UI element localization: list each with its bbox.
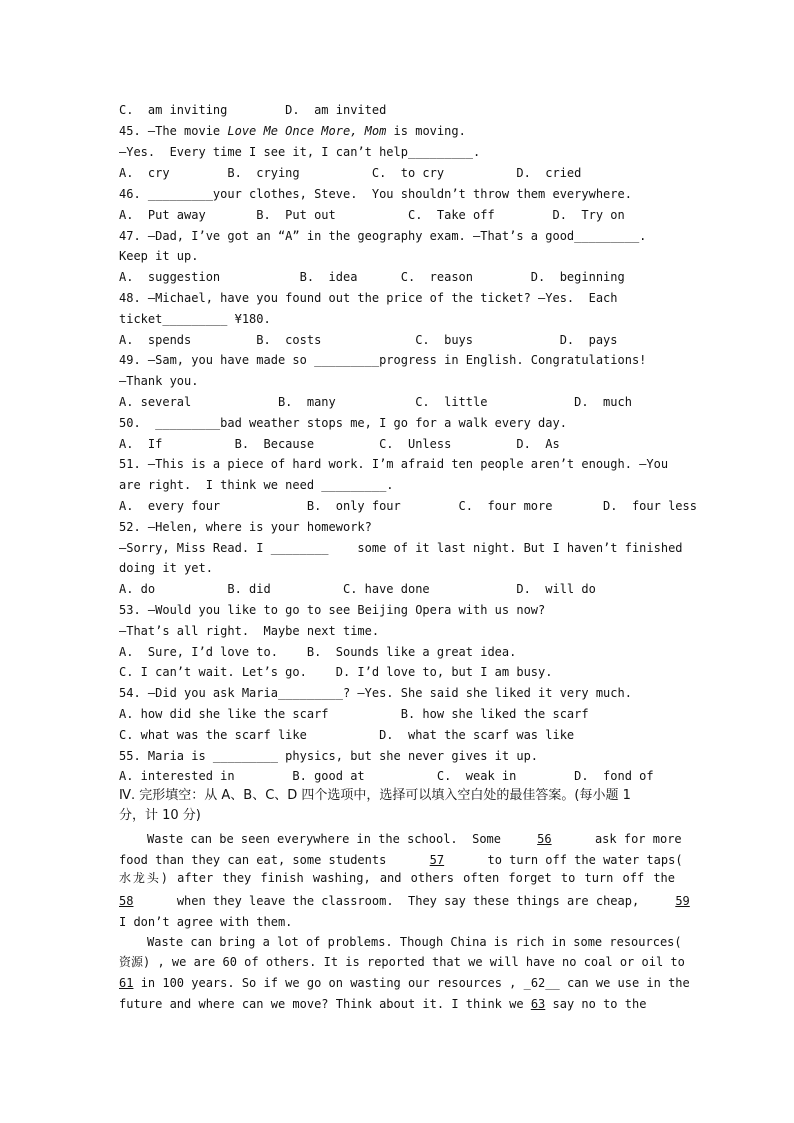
option-line: C. I can’t wait. Let’s go. D. I’d love to, but I am busy. (119, 665, 553, 679)
question-47: 47. —Dad, I’ve got an “A” in the geography exam. —That’s a good_________. (119, 229, 647, 243)
question-50: 50. _________bad weather stops me, I go for a walk every day. (119, 416, 567, 430)
question-54: 54. —Did you ask Maria_________? —Yes. She said she liked it very much. (119, 686, 632, 700)
option-line: A. interested in B. good at C. weak in D. fond of (119, 769, 654, 783)
passage-text: in 100 years. So if we go on wasting our resources , _62__ can we use in the (140, 976, 690, 990)
passage-text: to turn off the water taps( (487, 853, 683, 867)
option-line: A. do B. did C. have done D. will do (119, 582, 596, 596)
section-heading-cont: 分，计 10 分) (119, 808, 201, 823)
passage-text: ask for more (594, 832, 682, 846)
option-line: A. several B. many C. little D. much (119, 395, 632, 409)
blank-63: 63 (530, 997, 546, 1011)
passage-text: when they leave the classroom. They say these things are cheap, (176, 894, 640, 908)
passage-line (119, 994, 675, 1014)
passage-text: Waste can be seen everywhere in the school. Some (147, 832, 502, 846)
question-52: 52. —Helen, where is your homework? (119, 520, 372, 534)
dialogue-line: —Sorry, Miss Read. I ________ some of it last night. But I haven’t finished (119, 541, 683, 555)
option-line: A. every four B. only four C. four more D. four less (119, 499, 697, 513)
passage-line (119, 891, 690, 911)
passage-line (147, 829, 682, 849)
question-46: 46. _________your clothes, Steve. You shouldn’t throw them everywhere. (119, 187, 632, 201)
passage-line: 资源) , we are 60 of others. It is reported that we will have no coal or oil to (119, 955, 685, 969)
passage-line (119, 973, 690, 993)
question-45: 45. —The movie Love Me Once More, Mom is moving. (119, 124, 466, 138)
option-line: A. cry B. crying C. to cry D. cried (119, 166, 582, 180)
option-line: C. am inviting D. am invited (119, 103, 387, 117)
dialogue-line: doing it yet. (119, 561, 213, 575)
question-51: 51. —This is a piece of hard work. I’m afraid ten people aren’t enough. —You (119, 457, 669, 471)
dialogue-line: —That’s all right. Maybe next time. (119, 624, 380, 638)
question-line: ticket_________ ¥180. (119, 312, 271, 326)
option-line: A. Put away B. Put out C. Take off D. Try on (119, 208, 625, 222)
passage-line: I don’t agree with them. (119, 915, 293, 929)
question-49: 49. —Sam, you have made so _________progress in English. Congratulations! (119, 353, 647, 367)
option-line: C. what was the scarf like D. what the scarf was like (119, 728, 575, 742)
option-line: A. spends B. costs C. buys D. pays (119, 333, 618, 347)
question-48: 48. —Michael, have you found out the price of the ticket? —Yes. Each (119, 291, 618, 305)
passage-line: 水龙头) after they finish washing, and others often forget to turn off the (119, 871, 675, 885)
blank-61: 61 (119, 976, 134, 990)
question-line: Keep it up. (119, 249, 199, 263)
question-55: 55. Maria is _________ physics, but she never gives it up. (119, 749, 539, 763)
dialogue-line: —Thank you. (119, 374, 199, 388)
passage-line: Waste can bring a lot of problems. Though China is rich in some resources( (147, 935, 682, 949)
passage-line (119, 850, 683, 870)
question-line: are right. I think we need _________. (119, 478, 394, 492)
blank-58: 58 (119, 894, 134, 908)
option-line: A. Sure, I’d love to. B. Sounds like a great idea. (119, 645, 517, 659)
dialogue-line: —Yes. Every time I see it, I can’t help_________. (119, 145, 481, 159)
blank-56: 56 (537, 832, 552, 846)
option-line: A. how did she like the scarf B. how she liked the scarf (119, 707, 589, 721)
option-line: A. If B. Because C. Unless D. As (119, 437, 560, 451)
passage-text: food than they can eat, some students (119, 853, 387, 867)
section-heading: Ⅳ. 完形填空：从 A、B、C、D 四个选项中，选择可以填入空白处的最佳答案。(每小题 1 (119, 788, 631, 803)
passage-text: future and where can we move? Think about it. I think we (119, 997, 524, 1011)
movie-title: Love Me Once More, Mom (227, 124, 387, 138)
passage-text: say no to the (552, 997, 647, 1011)
blank-57: 57 (429, 853, 445, 867)
blank-59: 59 (675, 894, 690, 908)
question-53: 53. —Would you like to go to see Beijing Opera with us now? (119, 603, 546, 617)
option-line: A. suggestion B. idea C. reason D. beginning (119, 270, 625, 284)
